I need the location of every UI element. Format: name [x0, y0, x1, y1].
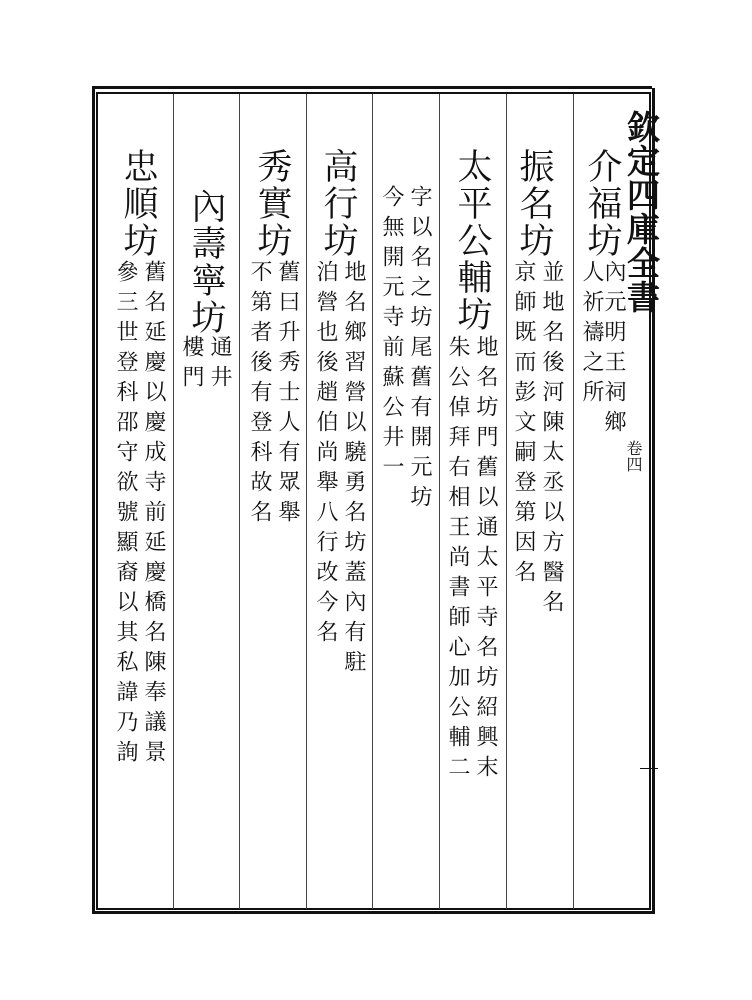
volume-label: 卷四	[624, 440, 643, 472]
entry-note-continued-b: 今無開元寺前蘇公井一	[379, 185, 404, 485]
entry-note-jiefu-a: 內元明王祠鄉	[601, 260, 626, 440]
entry-note-neishouning-b: 樓門	[179, 335, 204, 395]
entry-note-neishouning-a: 通井	[207, 335, 232, 395]
entry-note-jiefu-b: 人祈禱之所	[579, 260, 604, 410]
entry-heading-taiping: 太平公輔坊	[452, 148, 492, 333]
entry-heading-neishouning: 內壽寧坊	[186, 188, 226, 336]
margin-tick	[640, 768, 658, 769]
column-divider	[306, 94, 307, 909]
column-divider	[439, 94, 440, 909]
entry-note-zhongshun-b: 參三世登科邵守欲號顯裔以其私諱乃詢	[113, 260, 138, 770]
entry-note-taiping-b: 朱公倬拜右相王尚書師心加公輔二	[445, 335, 470, 785]
page-inner-frame	[96, 92, 651, 910]
entry-note-gaoxing-b: 泊營也後趙伯尚舉八行改今名	[313, 260, 338, 650]
entry-note-zhongshun-a: 舊名延慶以慶成寺前延慶橋名陳奉議景	[141, 260, 166, 770]
column-divider	[372, 94, 373, 909]
column-divider	[173, 94, 174, 909]
column-divider	[239, 94, 240, 909]
entry-note-xiushi-b: 不第者後有登科故名	[247, 260, 272, 530]
entry-note-xiushi-a: 舊曰升秀士人有眾舉	[275, 260, 300, 530]
entry-heading-zhongshun: 忠順坊	[118, 148, 158, 259]
entry-note-gaoxing-a: 地名鄉習營以驍勇名坊蓋內有駐	[341, 260, 366, 680]
book-title: 欽定四庫全書	[622, 110, 661, 314]
column-divider	[506, 94, 507, 909]
entry-heading-xiushi: 秀實坊	[252, 148, 292, 259]
entry-note-continued-a: 字以名之坊尾舊有開元坊	[407, 185, 432, 515]
entry-note-taiping-a: 地名坊門舊以通太平寺名坊紹興末	[473, 335, 498, 785]
entry-heading-gaoxing: 高行坊	[318, 148, 358, 259]
entry-heading-zhenming: 振名坊	[514, 148, 554, 259]
entry-note-zhenming-a: 並地名後河陳太丞以方醫名	[539, 260, 564, 620]
entry-heading-jiefu: 介福坊	[582, 148, 622, 259]
column-divider	[573, 94, 574, 909]
entry-note-zhenming-b: 京師既而彭文嗣登第因名	[511, 260, 536, 590]
